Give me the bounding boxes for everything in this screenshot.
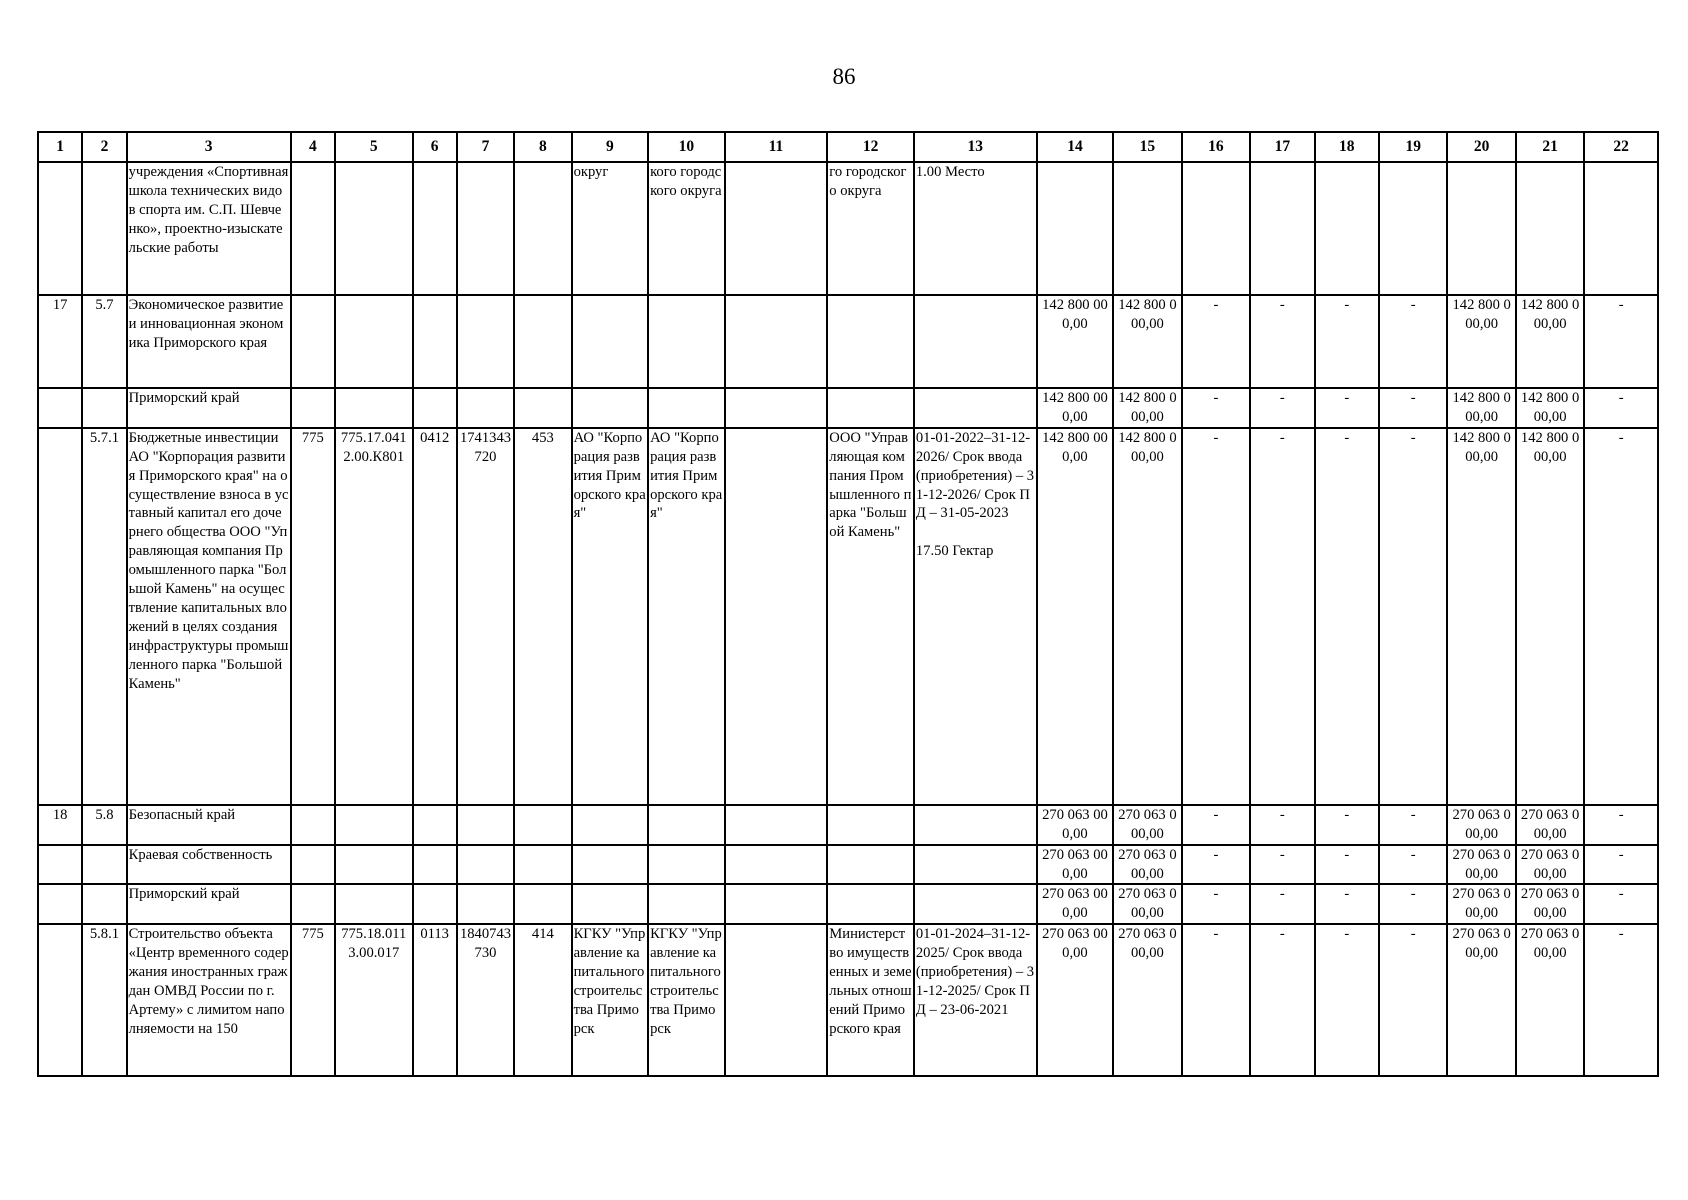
table-cell: 270 063 000,00 [1113, 924, 1181, 1076]
table-cell [514, 845, 571, 885]
table-cell [38, 884, 82, 924]
table-cell: 453 [514, 428, 571, 805]
table-cell: 1.00 Место [914, 162, 1037, 295]
table-cell: КГКУ "Управление капитального строительства Приморск [572, 924, 649, 1076]
table-cell: 270 063 000,00 [1037, 884, 1114, 924]
table-cell [457, 845, 514, 885]
column-header: 1 [38, 132, 82, 162]
table-cell [725, 845, 828, 885]
table-cell: АО "Корпорация развития Приморского края" [648, 428, 725, 805]
table-cell: - [1584, 388, 1658, 428]
table-cell [335, 295, 413, 388]
table-cell: Строительство объекта «Центр временного содержания иностранных граждан ОМВД России по г. Артему» с лимитом наполняемости на 150 [127, 924, 291, 1076]
table-cell: 414 [514, 924, 571, 1076]
table-cell [413, 805, 457, 845]
table-cell: - [1315, 805, 1379, 845]
table-cell: - [1315, 428, 1379, 805]
table-cell [572, 845, 649, 885]
column-header: 13 [914, 132, 1037, 162]
column-header: 6 [413, 132, 457, 162]
table-cell [457, 162, 514, 295]
table-cell [1447, 162, 1515, 295]
table-cell [82, 162, 126, 295]
table-cell [1182, 162, 1250, 295]
table-cell: округ [572, 162, 649, 295]
table-cell [725, 428, 828, 805]
table-cell [514, 295, 571, 388]
table-cell: - [1379, 295, 1447, 388]
table-cell: - [1584, 805, 1658, 845]
table-cell: - [1250, 884, 1314, 924]
table-cell [413, 388, 457, 428]
table-cell [335, 845, 413, 885]
table-cell [413, 162, 457, 295]
table-cell [725, 162, 828, 295]
table-cell [413, 295, 457, 388]
table-cell: - [1182, 845, 1250, 885]
table-row [38, 388, 1658, 428]
table-cell: 0113 [413, 924, 457, 1076]
table-row [38, 845, 1658, 885]
table-cell: - [1315, 884, 1379, 924]
table-row [38, 924, 1658, 1076]
table-row [38, 295, 1658, 388]
table-cell [38, 924, 82, 1076]
table-cell [648, 295, 725, 388]
header-row [38, 132, 1658, 162]
table-cell: 18 [38, 805, 82, 845]
table-cell: 270 063 000,00 [1037, 845, 1114, 885]
table-row [38, 162, 1658, 295]
table-cell [572, 805, 649, 845]
table-cell: - [1584, 884, 1658, 924]
column-header: 21 [1516, 132, 1584, 162]
column-header: 5 [335, 132, 413, 162]
table-cell: 01-01-2022–31-12-2026/ Срок ввода (приобретения) – 31-12-2026/ Срок ПД – 31-05-2023 17.50 Гектар [914, 428, 1037, 805]
table-cell: 142 800 000,00 [1447, 295, 1515, 388]
table-cell: Приморский край [127, 884, 291, 924]
table-cell: 775.18.0113.00.017 [335, 924, 413, 1076]
table-cell: - [1584, 845, 1658, 885]
table-cell: 142 800 000,00 [1516, 428, 1584, 805]
table-cell [291, 884, 335, 924]
column-header: 3 [127, 132, 291, 162]
column-header: 18 [1315, 132, 1379, 162]
table-cell [648, 388, 725, 428]
column-header: 7 [457, 132, 514, 162]
table-cell [572, 388, 649, 428]
table-cell: Бюджетные инвестиции АО "Корпорация развития Приморского края" на осуществление взноса в уставный капитал его дочернего общества ООО "Управляющая компания Промышленного парка "Большой Камень" на осуществление капитальных вложений в целях создания инфраструктуры промышленного парка "Большой Камень" [127, 428, 291, 805]
table-cell [38, 388, 82, 428]
table-cell [648, 845, 725, 885]
table-cell: 270 063 000,00 [1516, 924, 1584, 1076]
table-cell: го городского округа [827, 162, 914, 295]
table-cell: - [1182, 924, 1250, 1076]
table-cell: - [1379, 428, 1447, 805]
table-cell: - [1379, 924, 1447, 1076]
column-header: 20 [1447, 132, 1515, 162]
table-cell [1250, 162, 1314, 295]
table-cell: - [1584, 295, 1658, 388]
table-cell [457, 388, 514, 428]
table-cell [335, 805, 413, 845]
table-cell [457, 884, 514, 924]
table-cell: ООО "Управляющая компания Промышленного парка "Большой Камень" [827, 428, 914, 805]
table-cell: 142 800 000,00 [1447, 428, 1515, 805]
table-cell: 270 063 000,00 [1447, 805, 1515, 845]
table-cell [914, 388, 1037, 428]
table-cell [291, 388, 335, 428]
table-cell [827, 388, 914, 428]
table-cell: - [1182, 884, 1250, 924]
table-cell: 270 063 000,00 [1447, 924, 1515, 1076]
table-cell [82, 884, 126, 924]
column-header: 17 [1250, 132, 1314, 162]
table-cell: 17 [38, 295, 82, 388]
table-cell [827, 805, 914, 845]
table-cell: кого городского округа [648, 162, 725, 295]
table-cell: - [1250, 924, 1314, 1076]
table-cell [291, 295, 335, 388]
table-row [38, 428, 1658, 805]
table-cell [827, 295, 914, 388]
column-header: 16 [1182, 132, 1250, 162]
table-cell [514, 884, 571, 924]
column-header: 12 [827, 132, 914, 162]
table-cell: - [1182, 805, 1250, 845]
table-cell: - [1182, 388, 1250, 428]
table-cell [827, 884, 914, 924]
table-cell [1379, 162, 1447, 295]
table-cell: - [1250, 388, 1314, 428]
table-row [38, 884, 1658, 924]
table-cell: - [1250, 805, 1314, 845]
table-cell [725, 924, 828, 1076]
table-cell [291, 162, 335, 295]
table-cell [914, 805, 1037, 845]
column-header: 8 [514, 132, 571, 162]
table-cell [914, 295, 1037, 388]
table-cell: - [1379, 805, 1447, 845]
table-cell: 270 063 000,00 [1516, 805, 1584, 845]
table-cell [1516, 162, 1584, 295]
table-cell: 270 063 000,00 [1516, 884, 1584, 924]
table-cell: 01-01-2024–31-12-2025/ Срок ввода (приобретения) – 31-12-2025/ Срок ПД – 23-06-2021 [914, 924, 1037, 1076]
column-header: 15 [1113, 132, 1181, 162]
column-header: 2 [82, 132, 126, 162]
table-cell: 142 800 000,00 [1516, 295, 1584, 388]
table-cell: 0412 [413, 428, 457, 805]
column-header: 14 [1037, 132, 1114, 162]
table-cell [725, 388, 828, 428]
table-cell: 1741343720 [457, 428, 514, 805]
table-cell [335, 162, 413, 295]
table-cell [725, 295, 828, 388]
table-cell [82, 388, 126, 428]
table-cell: - [1250, 845, 1314, 885]
table-cell [914, 884, 1037, 924]
table-cell: Краевая собственность [127, 845, 291, 885]
table-cell: 5.8.1 [82, 924, 126, 1076]
column-header: 4 [291, 132, 335, 162]
table-cell: АО "Корпорация развития Приморского края" [572, 428, 649, 805]
table-cell [648, 805, 725, 845]
table-cell: 142 800 000,00 [1113, 388, 1181, 428]
table-cell: - [1379, 845, 1447, 885]
table-cell [514, 162, 571, 295]
table-cell [1113, 162, 1181, 295]
table-cell [413, 884, 457, 924]
table-cell: - [1182, 428, 1250, 805]
column-header: 19 [1379, 132, 1447, 162]
table-cell: - [1315, 924, 1379, 1076]
table-cell: - [1315, 388, 1379, 428]
table-cell [572, 295, 649, 388]
table-cell: учреждения «Спортивная школа технических видов спорта им. С.П. Шевченко», проектно-изыскательские работы [127, 162, 291, 295]
table-cell: 775 [291, 924, 335, 1076]
table-cell: 142 800 000,00 [1037, 295, 1114, 388]
table-cell [291, 805, 335, 845]
table-cell [38, 845, 82, 885]
table-cell: Приморский край [127, 388, 291, 428]
table-cell [335, 884, 413, 924]
table-cell: 270 063 000,00 [1113, 884, 1181, 924]
table-cell: 270 063 000,00 [1516, 845, 1584, 885]
table-cell: - [1250, 428, 1314, 805]
table-cell: Экономическое развитие и инновационная экономика Приморского края [127, 295, 291, 388]
table-cell: 142 800 000,00 [1516, 388, 1584, 428]
table-cell: 775.17.0412.00.К801 [335, 428, 413, 805]
table-cell [82, 845, 126, 885]
table-cell: 5.7 [82, 295, 126, 388]
table-cell [1037, 162, 1114, 295]
table-cell: 775 [291, 428, 335, 805]
table-cell: 142 800 000,00 [1037, 428, 1114, 805]
table-cell: - [1182, 295, 1250, 388]
table-cell [648, 884, 725, 924]
table-cell: 142 800 000,00 [1113, 428, 1181, 805]
table-cell [335, 388, 413, 428]
table-cell: КГКУ "Управление капитального строительства Приморск [648, 924, 725, 1076]
table-cell: 270 063 000,00 [1447, 884, 1515, 924]
table-cell: 270 063 000,00 [1113, 845, 1181, 885]
table-cell [457, 805, 514, 845]
table-cell [457, 295, 514, 388]
table-cell: 5.8 [82, 805, 126, 845]
table-cell [914, 845, 1037, 885]
table-cell: Министерство имущественных и земельных отношений Приморского края [827, 924, 914, 1076]
table-cell: - [1584, 924, 1658, 1076]
table-cell [38, 428, 82, 805]
column-header: 9 [572, 132, 649, 162]
column-header: 10 [648, 132, 725, 162]
table-cell: 142 800 000,00 [1447, 388, 1515, 428]
table-cell: 270 063 000,00 [1037, 805, 1114, 845]
table-cell: 5.7.1 [82, 428, 126, 805]
table-cell: - [1315, 845, 1379, 885]
table-cell [725, 805, 828, 845]
page-number: 86 [832, 64, 856, 89]
table-cell: 142 800 000,00 [1113, 295, 1181, 388]
table-cell: - [1250, 295, 1314, 388]
table-cell: - [1379, 884, 1447, 924]
table-cell [38, 162, 82, 295]
column-header: 11 [725, 132, 828, 162]
table-cell: Безопасный край [127, 805, 291, 845]
table-row [38, 805, 1658, 845]
table-cell [413, 845, 457, 885]
table-cell [514, 805, 571, 845]
table-cell: - [1315, 295, 1379, 388]
column-header: 22 [1584, 132, 1658, 162]
budget-table [37, 131, 1659, 1077]
table-cell: 270 063 000,00 [1113, 805, 1181, 845]
table-cell [291, 845, 335, 885]
table-cell [725, 884, 828, 924]
table-cell [827, 845, 914, 885]
table-cell [1584, 162, 1658, 295]
table-cell [1315, 162, 1379, 295]
table-cell [572, 884, 649, 924]
table-cell: - [1584, 428, 1658, 805]
table-cell: - [1379, 388, 1447, 428]
table-cell: 270 063 000,00 [1447, 845, 1515, 885]
table-cell [514, 388, 571, 428]
table-cell: 1840743730 [457, 924, 514, 1076]
table-cell: 142 800 000,00 [1037, 388, 1114, 428]
table-cell: 270 063 000,00 [1037, 924, 1114, 1076]
